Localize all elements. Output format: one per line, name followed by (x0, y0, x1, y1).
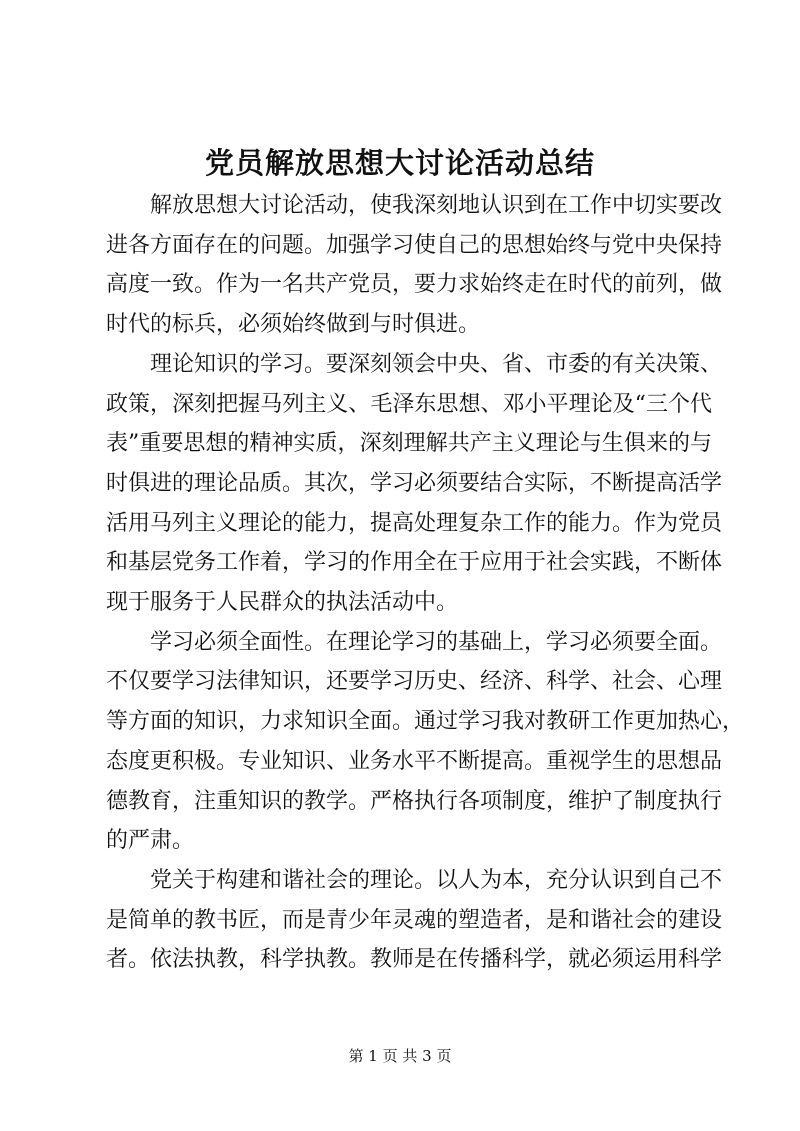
document-body (106, 186, 745, 980)
paragraph-line: 理论知识的学习。要深刻领会中央、省、市委的有关决策、 (150, 351, 723, 377)
page-number-footer: 第 1 页 共 3 页 (348, 1047, 452, 1065)
paragraph-line: 进各方面存在的问题。加强学习使自己的思想始终与党中央保持 (106, 232, 723, 258)
paragraph-line: 表”重要思想的精神实质，深刻理解共产主义理论与生俱来的与 (106, 431, 712, 457)
paragraph (106, 861, 723, 980)
paragraph-line: 是简单的教书匠，而是青少年灵魂的塑造者，是和谐社会的建设 (106, 907, 723, 933)
paragraph-line: 不仅要学习法律知识，还要学习历史、经济、科学、社会、心理 (106, 669, 723, 695)
paragraph-line: 的严肃。 (106, 828, 195, 854)
paragraph-line: 解放思想大讨论活动，使我深刻地认识到在工作中切实要改 (150, 193, 723, 218)
document-title: 党员解放思想大讨论活动总结 (204, 146, 595, 180)
paragraph-line: 和基层党务工作着，学习的作用全在于应用于社会实践，不断体 (106, 550, 723, 576)
paragraph-line: 时俱进的理论品质。其次，学习必须要结合实际，不断提高活学 (106, 470, 723, 496)
paragraph-line: 德教育，注重知识的教学。严格执行各项制度，维护了制度执行 (106, 788, 723, 814)
paragraph-line: 现于服务于人民群众的执法活动中。 (106, 590, 459, 616)
paragraph (106, 623, 745, 861)
paragraph-line: 政策，深刻把握马列主义、毛泽东思想、邓小平理论及“三个代 (106, 391, 712, 417)
paragraph (106, 186, 723, 345)
paragraph (106, 345, 723, 623)
paragraph-line: 者。依法执教，科学执教。教师是在传播科学，就必须运用科学 (106, 947, 723, 973)
paragraph-line: 时代的标兵，必须始终做到与时俱进。 (106, 312, 481, 338)
paragraph-line: 高度一致。作为一名共产党员，要力求始终走在时代的前列，做 (106, 272, 723, 298)
paragraph-line: 活用马列主义理论的能力，提高处理复杂工作的能力。作为党员 (106, 510, 723, 536)
paragraph-line: 学习必须全面性。在理论学习的基础上，学习必须要全面。 (150, 629, 723, 655)
paragraph-line: 等方面的知识，力求知识全面。通过学习我对教研工作更加热心， (106, 709, 745, 735)
paragraph-line: 态度更积极。专业知识、业务水平不断提高。重视学生的思想品 (106, 748, 723, 774)
paragraph-line: 党关于构建和谐社会的理论。以人为本，充分认识到自己不 (150, 867, 723, 893)
